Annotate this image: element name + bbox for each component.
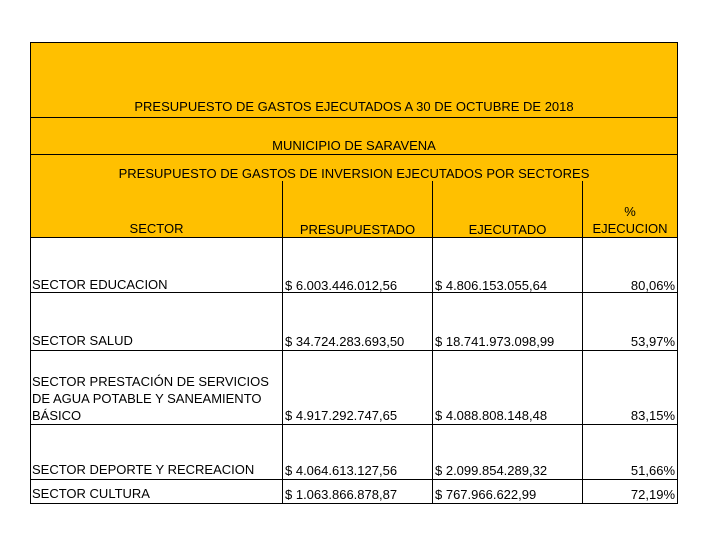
row-education-budgeted: $ 6.003.446.012,56 [285, 278, 398, 293]
grid-line [30, 237, 31, 504]
grid-line [30, 424, 678, 425]
header-pct-symbol: % [624, 204, 636, 219]
row-water-sector: SECTOR PRESTACIÓN DE SERVICIOS DE AGUA POTABLE Y SANEAMIENTO BÁSICO [32, 374, 269, 423]
report-title: PRESUPUESTO DE GASTOS EJECUTADOS A 30 DE OCTUBRE DE 2018 [134, 99, 574, 114]
grid-line [582, 237, 583, 504]
column-header-row [30, 181, 678, 237]
row-health-executed: $ 18.741.973.098,99 [435, 334, 555, 349]
row-water-pct: 83,15% [630, 408, 675, 423]
subtitle-band [30, 154, 678, 182]
grid-line [30, 350, 678, 351]
row-health-budgeted: $ 34.724.283.693,50 [285, 334, 405, 349]
header-pct-cell [583, 181, 677, 237]
row-culture-pct: 72,19% [630, 487, 675, 502]
row-culture-budgeted: $ 1.063.866.878,87 [285, 487, 398, 502]
grid-line [30, 237, 678, 238]
row-sport-sector: SECTOR DEPORTE Y RECREACION [32, 462, 255, 477]
header-budgeted: PRESUPUESTADO [299, 222, 416, 237]
header-sector: SECTOR [129, 221, 184, 236]
row-sport-pct: 51,66% [630, 463, 675, 478]
grid-line [30, 503, 678, 504]
grid-line [282, 237, 283, 504]
row-education-executed: $ 4.806.153.055,64 [435, 278, 548, 293]
row-health-sector: SECTOR SALUD [32, 333, 133, 348]
grid-line [677, 237, 678, 504]
row-health-pct: 53,97% [630, 334, 675, 349]
grid-line [30, 479, 678, 480]
header-pct-label: EJECUCION [592, 221, 668, 236]
row-education-sector: SECTOR EDUCACION [32, 277, 168, 292]
row-culture-sector: SECTOR CULTURA [32, 486, 150, 501]
grid-line [432, 237, 433, 504]
row-water-budgeted: $ 4.917.292.747,65 [285, 408, 398, 423]
header-sector-cell [31, 181, 283, 237]
header-executed-cell [433, 181, 583, 237]
row-water-executed: $ 4.088.808.148,48 [435, 408, 548, 423]
municipality-band [30, 117, 678, 155]
report-subtitle: PRESUPUESTO DE GASTOS DE INVERSION EJECUTADOS POR SECTORES [118, 166, 590, 181]
row-sport-executed: $ 2.099.854.289,32 [435, 463, 548, 478]
header-executed: EJECUTADO [468, 222, 547, 237]
row-sport-budgeted: $ 4.064.613.127,56 [285, 463, 398, 478]
municipality-name: MUNICIPIO DE SARAVENA [272, 138, 436, 153]
row-education-pct: 80,06% [630, 278, 675, 293]
header-budgeted-cell [283, 181, 433, 237]
row-culture-executed: $ 767.966.622,99 [435, 487, 537, 502]
title-band [30, 42, 678, 118]
